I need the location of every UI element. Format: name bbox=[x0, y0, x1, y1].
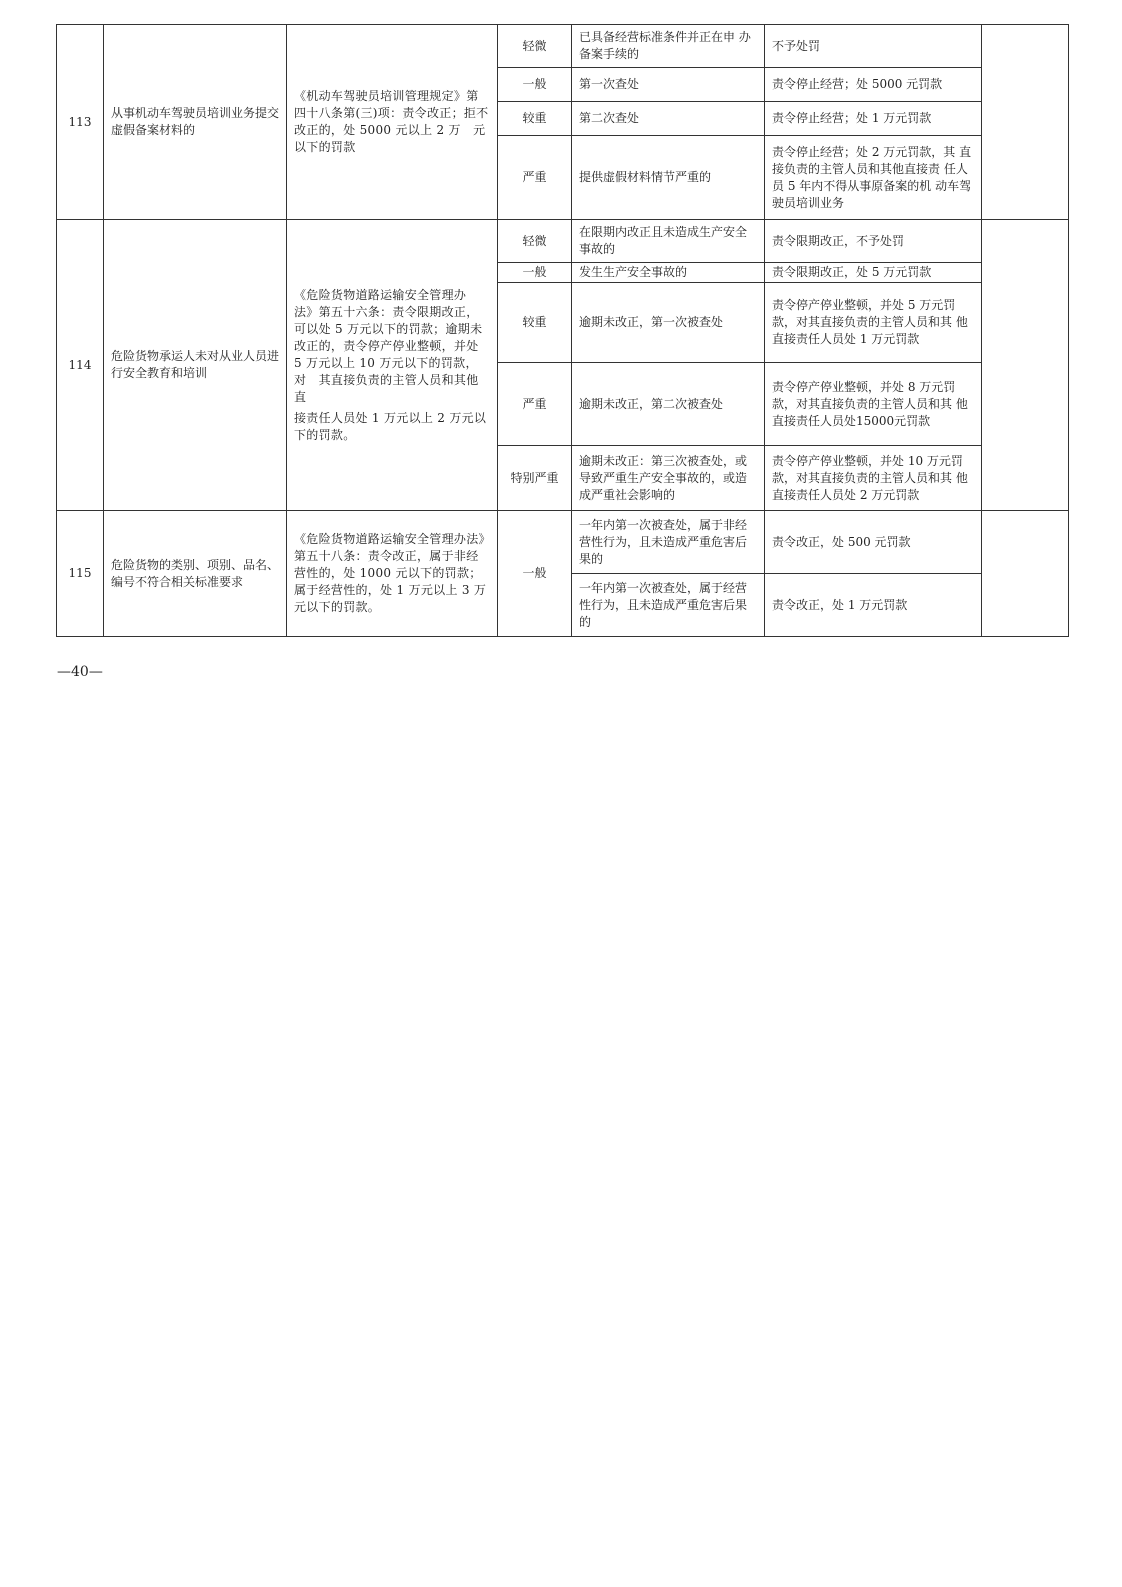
page-number: —40— bbox=[57, 664, 103, 680]
table-row bbox=[57, 511, 1069, 574]
table-row bbox=[57, 220, 1069, 263]
severity-level: 较重 bbox=[498, 102, 572, 136]
circumstance: 逾期未改正：第三次被查处，或 导致严重生产安全事故的，或造 成严重社会影响的 bbox=[572, 446, 765, 511]
severity-level: 轻微 bbox=[498, 25, 572, 68]
severity-level: 较重 bbox=[498, 283, 572, 363]
circumstance: 一年内第一次被查处，属于非经营性行为，且未造成严重危害后 果的 bbox=[572, 511, 765, 574]
circumstance: 第一次查处 bbox=[572, 68, 765, 102]
legal-basis: 《危险货物道路运输安全管理办法》第五十八条：责令改正，属于非经营性的，处 1000 元以下的罚款；属于经营性的，处 1 万元以上 3 万元以下的罚款。 bbox=[287, 511, 498, 637]
severity-level: 一般 bbox=[498, 511, 572, 637]
remarks-cell bbox=[982, 25, 1069, 220]
penalty-standard: 责令改正，处 1 万元罚款 bbox=[765, 574, 982, 637]
violation-behavior: 从事机动车驾驶员培训业务提交虚假备案材料的 bbox=[104, 25, 287, 220]
penalty-standard: 责令停产停业整顿，并处 10 万元罚款，对其直接负责的主管人员和其 他直接责任人员处 2 万元罚款 bbox=[765, 446, 982, 511]
circumstance: 一年内第一次被查处，属于经营 性行为，且未造成严重危害后果 的 bbox=[572, 574, 765, 637]
penalty-standard: 责令停止经营；处 5000 元罚款 bbox=[765, 68, 982, 102]
remarks-cell bbox=[982, 511, 1069, 637]
severity-level: 轻微 bbox=[498, 220, 572, 263]
table-row bbox=[57, 25, 1069, 68]
circumstance: 逾期未改正，第二次被查处 bbox=[572, 363, 765, 446]
item-number: 114 bbox=[57, 220, 104, 511]
violation-behavior: 危险货物的类别、项别、品名、编号不符合相关标准要求 bbox=[104, 511, 287, 637]
penalty-standard: 责令停产停业整顿，并处 8 万元罚 款，对其直接负责的主管人员和其 他直接责任人员处15000元罚款 bbox=[765, 363, 982, 446]
circumstance: 逾期未改正，第一次被查处 bbox=[572, 283, 765, 363]
penalty-standard: 责令限期改正，不予处罚 bbox=[765, 220, 982, 263]
circumstance: 在限期内改正且未造成生产安全事故的 bbox=[572, 220, 765, 263]
circumstance: 第二次查处 bbox=[572, 102, 765, 136]
severity-level: 严重 bbox=[498, 363, 572, 446]
violation-behavior: 危险货物承运人未对从业人员进行安全教育和培训 bbox=[104, 220, 287, 511]
penalty-standard: 责令停产停业整顿，并处 5 万元罚 款，对其直接负责的主管人员和其 他直接责任人员处 1 万元罚款 bbox=[765, 283, 982, 363]
penalty-standard: 责令改正，处 500 元罚款 bbox=[765, 511, 982, 574]
item-number: 113 bbox=[57, 25, 104, 220]
legal-basis: 《机动车驾驶员培训管理规定》第四十八条第(三)项：责令改正；拒不改正的，处 5000 元以上 2 万 元以下的罚款 bbox=[287, 25, 498, 220]
severity-level: 一般 bbox=[498, 68, 572, 102]
penalty-standard: 不予处罚 bbox=[765, 25, 982, 68]
severity-level: 一般 bbox=[498, 263, 572, 283]
legal-basis-part: 接责任人员处 1 万元以上 2 万元以 下的罚款。 bbox=[294, 410, 487, 442]
penalty-standard: 责令限期改正，处 5 万元罚款 bbox=[765, 263, 982, 283]
legal-basis-part: 《危险货物道路运输安全管理办 法》第五十六条：责令限期改正，可以处 5 万元以下的罚款；逾期未 改正的，责令停产停业整顿，并处 5 万元以上 10 万元以下的罚款，对 其直接负责的主管人员和其他直 bbox=[294, 287, 495, 404]
penalty-standard: 责令停止经营；处 2 万元罚款，其 直接负责的主管人员和其他直接责 任人员 5 年内不得从事原备案的机 动车驾驶员培训业务 bbox=[765, 136, 982, 220]
severity-level: 严重 bbox=[498, 136, 572, 220]
circumstance: 已具备经营标准条件并正在申 办备案手续的 bbox=[572, 25, 765, 68]
severity-level: 特别严重 bbox=[498, 446, 572, 511]
legal-basis bbox=[287, 220, 498, 511]
penalty-table bbox=[56, 24, 1069, 637]
item-number: 115 bbox=[57, 511, 104, 637]
remarks-cell bbox=[982, 220, 1069, 511]
circumstance: 发生生产安全事故的 bbox=[572, 263, 765, 283]
circumstance: 提供虚假材料情节严重的 bbox=[572, 136, 765, 220]
penalty-standard: 责令停止经营；处 1 万元罚款 bbox=[765, 102, 982, 136]
